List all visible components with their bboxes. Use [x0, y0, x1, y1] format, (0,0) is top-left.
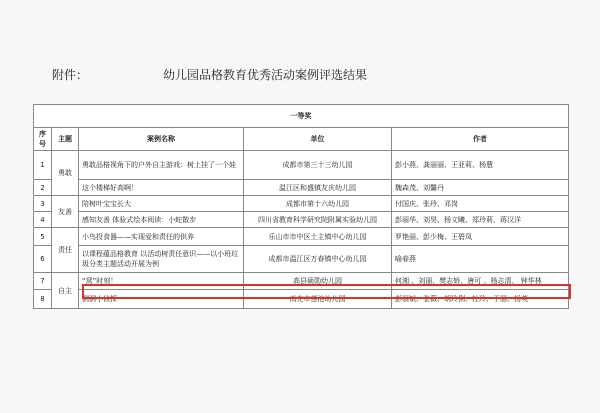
authors: 何湘 、刘丽、樊志娇、唐可 、杨志清、 钟华林	[392, 273, 569, 290]
authors: 彭小燕、龚丽丽、王亚莉、杨慧	[392, 151, 569, 180]
row-no: 3	[34, 196, 52, 212]
table-row	[34, 273, 569, 290]
table-row	[34, 290, 569, 309]
award-level-row	[34, 105, 569, 128]
case-name: 勇敢品格视角下的户外自主游戏：树上挂了一个娃	[79, 151, 244, 180]
document-title: 幼儿园品格教育优秀活动案例评选结果	[163, 68, 368, 82]
col-header-unit: 单位	[244, 128, 392, 151]
unit: 成都市第三十三幼儿园	[244, 151, 392, 180]
table-row	[34, 196, 569, 212]
table-row	[34, 246, 569, 273]
theme-cell: 友善	[52, 196, 79, 228]
row-no: 2	[34, 180, 52, 196]
unit: 四川省教育科学研究院附属实验幼儿园	[244, 212, 392, 228]
case-name: “窝”时刻！	[79, 273, 244, 290]
col-header-theme: 主题	[52, 128, 79, 151]
unit: 高县硕勋幼儿园	[244, 273, 392, 290]
theme-cell: 责任	[52, 228, 79, 273]
unit: 乐山市市中区土主镇中心幼儿园	[244, 228, 392, 246]
unit: 温江区和盛镇友庆幼儿园	[244, 180, 392, 196]
col-header-authors: 作者	[392, 128, 569, 151]
row-no: 6	[34, 246, 52, 273]
authors: 魏森茂、刘馨丹	[392, 180, 569, 196]
attachment-label: 附件：	[52, 68, 89, 82]
unit: 成都市第十六幼儿园	[244, 196, 392, 212]
authors: 付国庆、张玲、邓岗	[392, 196, 569, 212]
row-no: 4	[34, 212, 52, 228]
case-name: 以课程蕴品格教育 以活动树责任意识——以小班垃圾分类主题活动开展为例	[79, 246, 244, 273]
case-name: 感知友善 体验式绘本阅读：小蛇散步	[79, 212, 244, 228]
unit: 南充市莲池幼儿园	[244, 290, 392, 309]
theme-cell: 勇敢	[52, 151, 79, 196]
authors: 罗艳丽、彭少梅、王碧凤	[392, 228, 569, 246]
theme-cell: 自主	[52, 273, 79, 309]
authors: 彭丽斌、张薇、胡玲俐、杜玲、于丽、杨英	[392, 290, 569, 309]
authors: 彭丽华、刘昊、杨文曦、郑玲莉、蒋汉洋	[392, 212, 569, 228]
table-row	[34, 212, 569, 228]
table-row	[34, 180, 569, 196]
row-no: 8	[34, 290, 52, 309]
table-row	[34, 228, 569, 246]
case-name: 洞洞小侦探	[79, 290, 244, 309]
row-no: 7	[34, 273, 52, 290]
row-no: 5	[34, 228, 52, 246]
table-header	[34, 128, 569, 151]
col-header-no: 序号	[34, 128, 52, 151]
unit: 成都市温江区万春镇中心幼儿园	[244, 246, 392, 273]
row-no: 1	[34, 151, 52, 180]
authors: 喻春燕	[392, 246, 569, 273]
case-name: 这个楼梯好高啊！	[79, 180, 244, 196]
award-level: 一等奖	[34, 105, 569, 128]
case-name: 陪树叶宝宝长大	[79, 196, 244, 212]
table-row	[34, 151, 569, 180]
results-table	[33, 104, 569, 309]
col-header-case-name: 案例名称	[79, 128, 244, 151]
case-name: 小鸟投食器——实现爱和责任的供养	[79, 228, 244, 246]
